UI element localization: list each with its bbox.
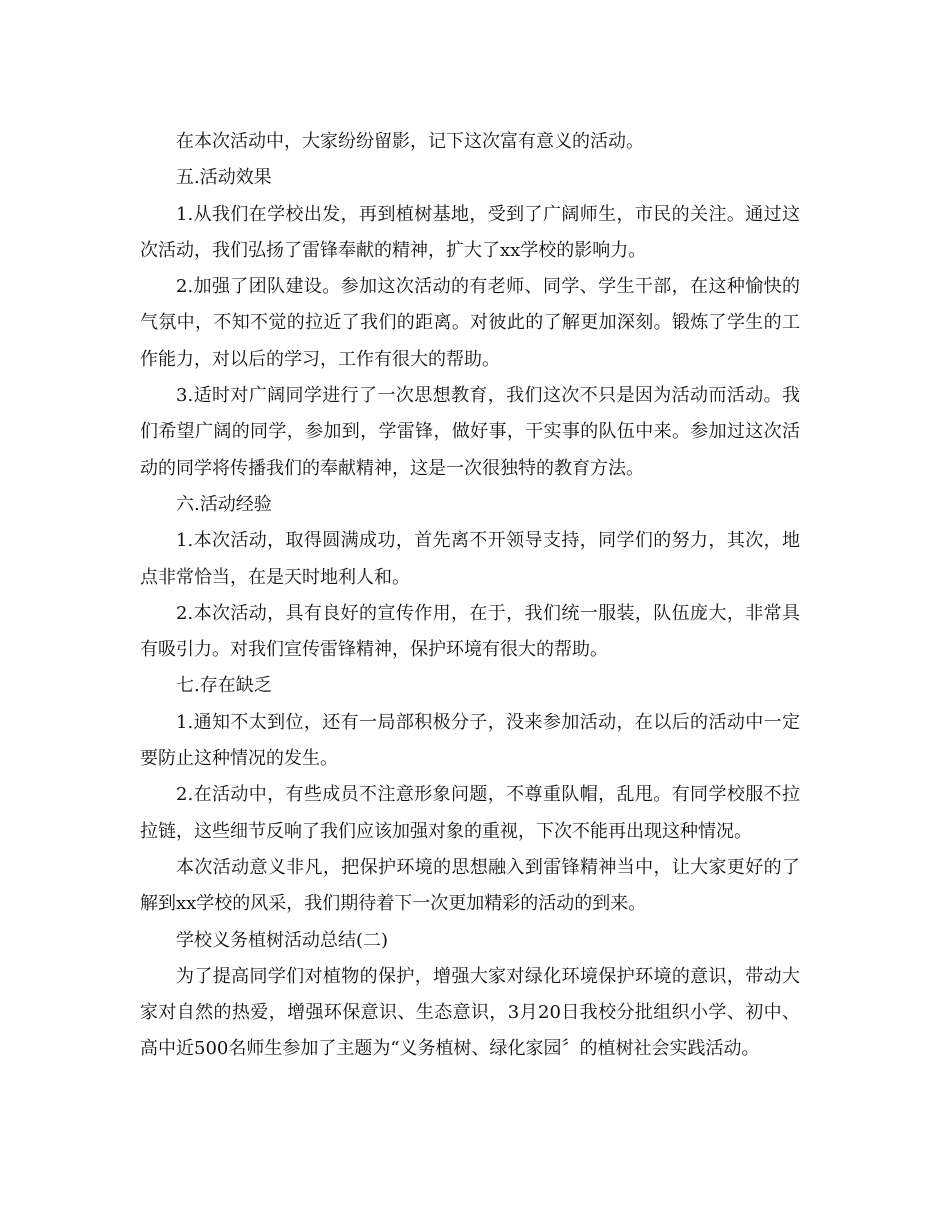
section-heading-activity-experience: 六.活动经验: [176, 493, 272, 515]
paragraph-activity-photos: 在本次活动中，大家纷纷留影，记下这次富有意义的活动。: [176, 131, 644, 152]
section-heading-activity-effect: 五.活动效果: [176, 167, 272, 189]
paragraph-shortcoming-2: 2.在活动中，有些成员不注意形象问题，不尊重队帽，乱甩。有同学校服不拉拉链，这些细节反响了我们应该加强对象的重视，下次不能再出现这种情况。: [140, 784, 800, 842]
paragraph-summary-two-intro: 为了提高同学们对植物的保护，增强大家对绿化环境保护环境的意识，带动大家对自然的热爱，增强环保意识、生态意识，3月20日我校分批组织小学、初中、高中近500名师生参加了主题为“义务植树、绿化家园〞的植树社会实践活动。: [140, 965, 800, 1060]
document-body: [140, 124, 800, 1068]
paragraph-effect-2: 2.加强了团队建设。参加这次活动的有老师、同学、学生干部，在这种愉快的气氛中，不知不觉的拉近了我们的距离。对彼此的了解更加深刻。锻炼了学生的工作能力，对以后的学习，工作有很大的帮助。: [140, 276, 800, 370]
paragraph-experience-1: 1.本次活动，取得圆满成功，首先离不开领导支持，同学们的努力，其次，地点非常恰当，在是天时地利人和。: [140, 530, 800, 588]
paragraph-effect-1: 1.从我们在学校出发，再到植树基地，受到了广阔师生，市民的关注。通过这次活动，我们弘扬了雷锋奉献的精神，扩大了xx学校的影响力。: [140, 203, 800, 261]
paragraph-experience-2: 2.本次活动，具有良好的宣传作用，在于，我们统一服装，队伍庞大，非常具有吸引力。对我们宣传雷锋精神，保护环境有很大的帮助。: [140, 602, 800, 661]
paragraph-conclusion: 本次活动意义非凡，把保护环境的思想融入到雷锋精神当中，让大家更好的了解到xx学校的风采，我们期待着下一次更加精彩的活动的到来。: [140, 856, 800, 915]
section-heading-shortcomings: 七.存在缺乏: [176, 675, 272, 697]
paragraph-effect-3: 3.适时对广阔同学进行了一次思想教育，我们这次不只是因为活动而活动。我们希望广阔的同学，参加到，学雷锋，做好事，干实事的队伍中来。参加过这次活动的同学将传播我们的奉献精神，这是一次很独特的教育方法。: [140, 385, 800, 479]
paragraph-shortcoming-1: 1.通知不太到位，还有一局部积极分子，没来参加活动，在以后的活动中一定要防止这种情况的发生。: [140, 711, 800, 770]
section-title-summary-two: 学校义务植树活动总结(二): [176, 929, 389, 951]
